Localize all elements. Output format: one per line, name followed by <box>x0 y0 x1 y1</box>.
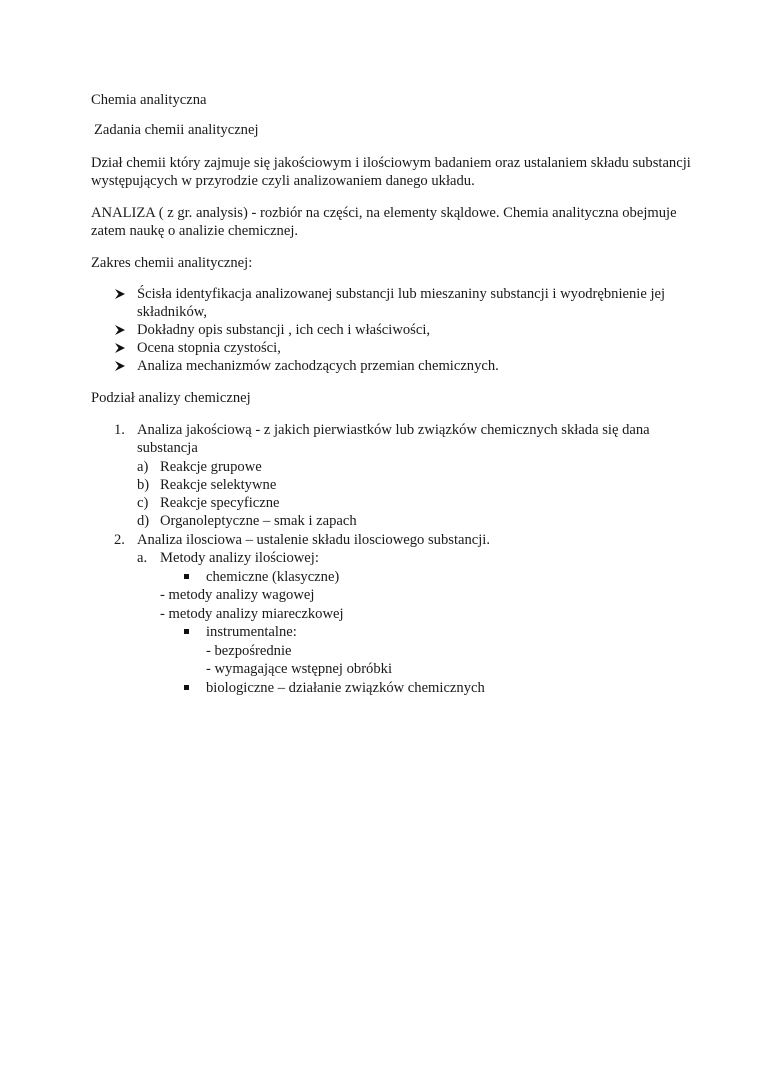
method-subitem: - wymagające wstępnej obróbki <box>206 661 393 677</box>
arrow-bullet-icon <box>114 324 128 338</box>
section-heading-zadania: Zadania chemii analitycznej <box>94 122 259 138</box>
arrow-bullet-icon <box>114 288 128 302</box>
letter-marker: b) <box>137 477 150 493</box>
numbered-list-item: Analiza jakościową - z jakich pierwiastków lub związków chemicznych składa się dana <box>137 422 650 438</box>
square-bullet-icon <box>184 685 189 690</box>
numbered-list-item-continuation: substancja <box>137 440 198 456</box>
letter-marker: d) <box>137 513 150 529</box>
document-title: Chemia analityczna <box>91 92 207 108</box>
numbered-marker: 1. <box>114 422 125 438</box>
numbered-marker: 2. <box>114 532 125 548</box>
square-bullet-icon <box>184 574 189 579</box>
arrow-bullet-icon <box>114 360 128 374</box>
method-item: biologiczne – działanie związków chemicznych <box>206 680 485 696</box>
letter-list-item: Organoleptyczne – smak i zapach <box>160 513 357 529</box>
zakres-list-item-continuation: składników, <box>137 304 207 320</box>
letter-list-item: Reakcje specyficzne <box>160 495 280 511</box>
letter-list-item: Reakcje grupowe <box>160 459 262 475</box>
method-item: chemiczne (klasyczne) <box>206 569 340 585</box>
zakres-list-item: Ścisła identyfikacja analizowanej substancji lub mieszaniny substancji i wyodrębnienie jej <box>137 286 666 302</box>
zakres-list-item: Ocena stopnia czystości, <box>137 340 281 356</box>
method-subitem: - metody analizy wagowej <box>160 587 315 603</box>
numbered-list-item: Analiza ilosciowa – ustalenie składu ilosciowego substancji. <box>137 532 491 548</box>
letter-marker: a. <box>137 550 148 566</box>
zakres-heading: Zakres chemii analitycznej: <box>91 255 253 271</box>
zakres-list-item: Analiza mechanizmów zachodzących przemian chemicznych. <box>137 358 499 374</box>
letter-list-item: Reakcje selektywne <box>160 477 277 493</box>
letter-marker: a) <box>137 459 149 475</box>
method-subitem: - metody analizy miareczkowej <box>160 606 344 622</box>
square-bullet-icon <box>184 629 189 634</box>
analiza-paragraph-line: zatem naukę o analizie chemicznej. <box>91 223 299 239</box>
method-item: instrumentalne: <box>206 624 297 640</box>
letter-marker: c) <box>137 495 149 511</box>
letter-list-item: Metody analizy ilościowej: <box>160 550 319 566</box>
intro-paragraph-line: Dział chemii który zajmuje się jakościowym i ilościowym badaniem oraz ustalaniem składu substancji <box>91 155 691 171</box>
method-subitem: - bezpośrednie <box>206 643 292 659</box>
intro-paragraph-line: występujących w przyrodzie czyli analizowaniem danego układu. <box>91 173 475 189</box>
arrow-bullet-icon <box>114 342 128 356</box>
podzial-heading: Podział analizy chemicznej <box>91 390 251 406</box>
analiza-paragraph-line: ANALIZA ( z gr. analysis) - rozbiór na części, na elementy skąldowe. Chemia analityczna obejmuje <box>91 205 677 221</box>
zakres-list-item: Dokładny opis substancji , ich cech i właściwości, <box>137 322 431 338</box>
